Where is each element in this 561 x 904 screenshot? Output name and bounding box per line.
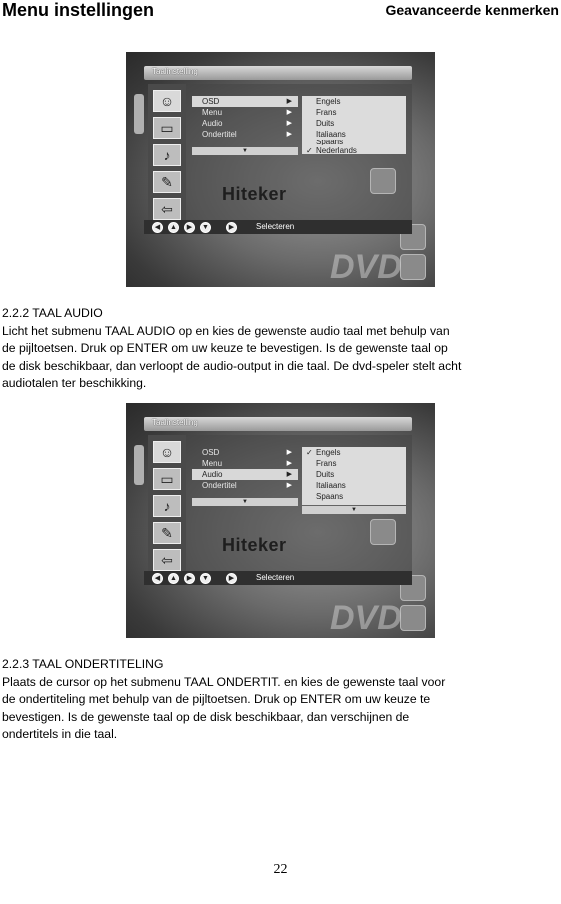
chevron-right-icon: ▶ — [286, 460, 292, 467]
section-title: Geavanceerde kenmerken — [385, 2, 559, 18]
option-duits[interactable]: Duits — [316, 119, 335, 128]
menu-item-osd[interactable]: OSD ▶ — [202, 448, 292, 457]
menu-item-audio[interactable]: Audio ▶ — [202, 119, 292, 128]
body-line: Plaats de cursor op het submenu TAAL ONDERTIT. en kies de gewenste taal voor — [2, 674, 446, 689]
menu-item-ondertitel[interactable]: Ondertitel ▶ — [202, 130, 292, 139]
dvd-watermark: DVD — [330, 248, 402, 286]
up-arrow-icon[interactable]: ▲ — [168, 573, 179, 584]
select-label: Selecteren — [256, 222, 295, 231]
menu-screenshot-2 — [126, 403, 435, 638]
section-taal-ondertiteling — [2, 656, 561, 744]
icon-column — [148, 435, 186, 585]
dvd-watermark: DVD — [330, 599, 402, 637]
select-label: Selecteren — [256, 573, 295, 582]
option-frans[interactable]: Frans — [316, 459, 337, 468]
scroll-down-icon[interactable]: ▼ — [192, 147, 298, 155]
chevron-right-icon: ▶ — [286, 98, 292, 105]
checkmark-icon: ✓ — [306, 448, 313, 457]
right-arrow-icon[interactable]: ▶ — [184, 573, 195, 584]
chevron-right-icon: ▶ — [286, 482, 292, 489]
body-line: de pijltoetsen. Druk op ENTER om uw keuze te bevestigen. Is de gewenste taal op — [2, 341, 448, 356]
option-engels[interactable]: ✓ Engels — [306, 448, 341, 457]
screen-title-bar — [144, 66, 412, 80]
menu-item-ondertitel[interactable]: Ondertitel ▶ — [202, 481, 292, 490]
language-icon[interactable]: ☺ — [153, 441, 181, 463]
navigation-bar — [144, 220, 412, 234]
audio-icon[interactable]: ♪ — [153, 495, 181, 517]
body-line: audiotalen ter beschikking. — [2, 376, 147, 391]
option-spaans[interactable]: Spaans — [316, 140, 344, 145]
section-heading: 2.2.3 TAAL ONDERTITELING — [2, 657, 164, 671]
menu-item-osd[interactable]: OSD ▶ — [192, 96, 298, 107]
up-arrow-icon[interactable]: ▲ — [168, 222, 179, 233]
play-icon[interactable]: ▶ — [226, 573, 237, 584]
left-arrow-icon[interactable]: ◀ — [152, 573, 163, 584]
chevron-right-icon: ▶ — [286, 120, 292, 127]
video-icon[interactable]: ▭ — [153, 117, 181, 139]
checkmark-icon: ✓ — [306, 146, 313, 155]
body-line: ondertitels in die taal. — [2, 727, 118, 742]
tools-icon[interactable]: ✎ — [153, 171, 181, 193]
language-menu-list — [192, 447, 298, 497]
scroll-down-icon[interactable]: ▼ — [302, 506, 406, 514]
section-heading: 2.2.2 TAAL AUDIO — [2, 306, 103, 320]
body-line: bevestigen. Is de gewenste taal op de disk beschikbaar, dan verschijnen de — [2, 709, 410, 724]
side-tab — [400, 605, 426, 631]
side-strip — [134, 445, 144, 485]
osd-language-list — [302, 96, 406, 154]
option-italiaans[interactable]: Italiaans — [316, 130, 346, 139]
brand-logo: Hiteker — [222, 535, 287, 555]
navigation-bar — [144, 571, 412, 585]
option-engels[interactable]: Engels — [316, 97, 341, 106]
play-icon[interactable]: ▶ — [226, 222, 237, 233]
page-number: 22 — [273, 862, 288, 877]
exit-icon[interactable]: ⇦ — [153, 198, 181, 220]
language-icon[interactable]: ☺ — [153, 90, 181, 112]
chevron-right-icon: ▶ — [286, 131, 292, 138]
chevron-right-icon: ▶ — [286, 449, 292, 456]
video-icon[interactable]: ▭ — [153, 468, 181, 490]
down-arrow-icon[interactable]: ▼ — [200, 222, 211, 233]
section-taal-audio — [2, 305, 561, 393]
screen-title: Taalinstelling — [152, 418, 198, 427]
audio-language-list — [302, 447, 406, 505]
audio-icon[interactable]: ♪ — [153, 144, 181, 166]
body-line: Licht het submenu TAAL AUDIO op en kies de gewenste audio taal met behulp van — [2, 323, 450, 338]
chevron-right-icon: ▶ — [286, 109, 292, 116]
chapter-title: Menu instellingen — [2, 0, 155, 20]
screen-title-bar — [144, 417, 412, 431]
menu-item-audio[interactable]: Audio ▶ — [192, 469, 298, 480]
menu-screenshot-1 — [126, 52, 435, 287]
side-tab — [370, 519, 396, 545]
menu-item-menu[interactable]: Menu ▶ — [202, 459, 292, 468]
side-tab — [370, 168, 396, 194]
tools-icon[interactable]: ✎ — [153, 522, 181, 544]
menu-item-menu[interactable]: Menu ▶ — [202, 108, 292, 117]
side-tab — [400, 254, 426, 280]
language-menu-list — [192, 96, 298, 146]
screen-title: Taalinstelling — [152, 67, 198, 76]
page-header — [0, 0, 561, 22]
option-frans[interactable]: Frans — [316, 108, 337, 117]
option-italiaans[interactable]: Italiaans — [316, 481, 346, 490]
brand-logo: Hiteker — [222, 184, 287, 204]
icon-column — [148, 84, 186, 234]
body-line: de disk beschikbaar, dan verloopt de audio-output in die taal. De dvd-speler stelt acht — [2, 358, 462, 373]
body-line: de ondertiteling met behulp van de pijltoetsen. Druk op ENTER om uw keuze te — [2, 692, 431, 707]
left-arrow-icon[interactable]: ◀ — [152, 222, 163, 233]
option-duits[interactable]: Duits — [316, 470, 335, 479]
exit-icon[interactable]: ⇦ — [153, 549, 181, 571]
option-nederlands[interactable]: ✓ Nederlands — [306, 146, 357, 155]
down-arrow-icon[interactable]: ▼ — [200, 573, 211, 584]
right-arrow-icon[interactable]: ▶ — [184, 222, 195, 233]
scroll-down-icon[interactable]: ▼ — [192, 498, 298, 506]
chevron-right-icon: ▶ — [286, 471, 292, 478]
option-spaans[interactable]: Spaans — [316, 492, 344, 501]
side-strip — [134, 94, 144, 134]
